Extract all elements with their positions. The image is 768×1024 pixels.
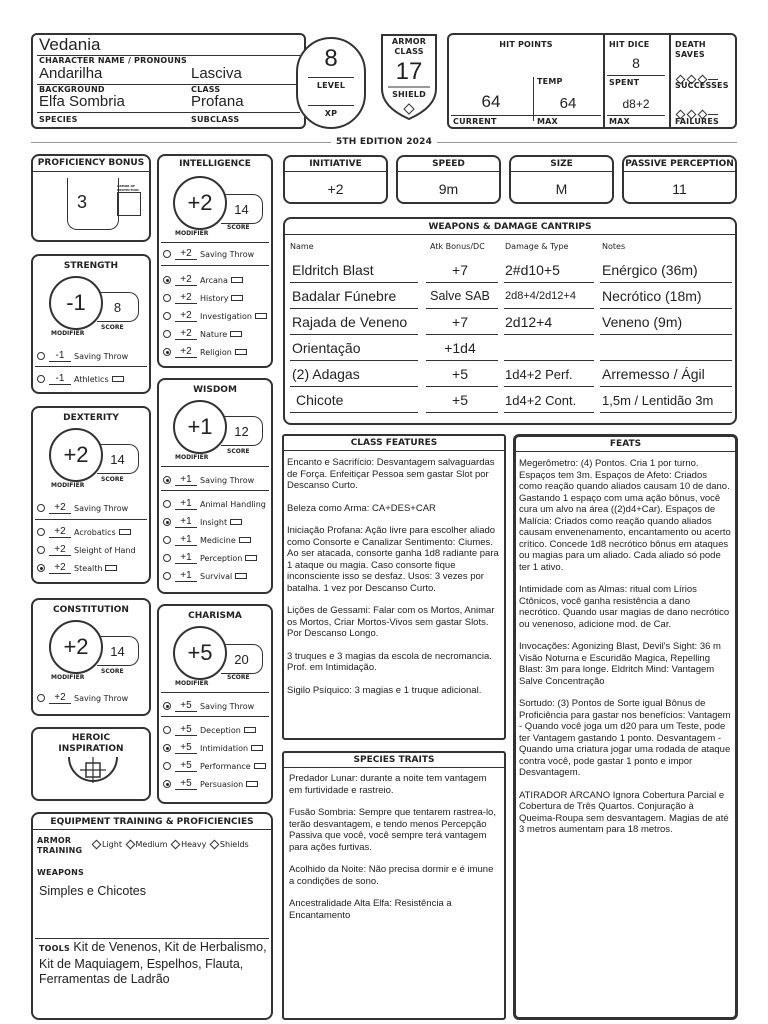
constitution-label: CONSTITUTION bbox=[53, 605, 129, 615]
armor-training-options[interactable]: Light Medium Heavy Shields bbox=[91, 840, 249, 849]
weapon-row[interactable]: Rajada de Veneno +7 2d12+4 Veneno (9m) bbox=[292, 314, 683, 330]
initiative-value[interactable]: +2 bbox=[327, 181, 344, 197]
perception-skill[interactable]: +1 Perception bbox=[163, 552, 257, 566]
armor-training-label: ARMOR TRAINING bbox=[37, 836, 83, 855]
strength-score-label: SCORE bbox=[101, 324, 124, 331]
proficiency-bonus-label: PROFICIENCY BONUS bbox=[33, 158, 149, 172]
charisma-score-label: SCORE bbox=[227, 674, 250, 681]
col-name: Name bbox=[290, 242, 314, 251]
constitution-score-label: SCORE bbox=[101, 668, 124, 675]
strength-modifier[interactable]: -1 bbox=[49, 276, 103, 330]
weapons-table-body bbox=[290, 258, 730, 426]
hp-max-label: MAX bbox=[537, 117, 558, 126]
hit-dice-label: HIT DICE bbox=[609, 40, 650, 49]
wisdom-modifier-label: MODIFIER bbox=[175, 454, 209, 461]
level-label: LEVEL bbox=[316, 81, 346, 90]
size-panel bbox=[509, 155, 614, 204]
size-label: SIZE bbox=[511, 159, 612, 172]
species-value[interactable]: Elfa Sombria bbox=[39, 93, 125, 110]
weapon-row[interactable]: Orientação +1d4 bbox=[292, 340, 476, 356]
class-value[interactable]: Lasciva bbox=[191, 65, 242, 82]
speed-value[interactable]: 9m bbox=[438, 181, 459, 197]
passive-perception-panel bbox=[622, 155, 737, 204]
xp-label: XP bbox=[324, 109, 338, 118]
armor-class-value[interactable]: 17 bbox=[395, 58, 423, 85]
dexterity-modifier-label: MODIFIER bbox=[51, 482, 85, 489]
intelligence-label: INTELLIGENCE bbox=[179, 159, 251, 169]
tools-block[interactable] bbox=[39, 940, 267, 988]
constitution-score[interactable]: 14 bbox=[97, 636, 139, 666]
constitution-modifier[interactable]: +2 bbox=[49, 620, 103, 674]
dexterity-score[interactable]: 14 bbox=[97, 444, 139, 474]
hit-dice-max-label: MAX bbox=[609, 117, 630, 126]
passive-perception-label: PASSIVE PERCEPTION bbox=[624, 159, 735, 172]
strength-modifier-label: MODIFIER bbox=[51, 330, 85, 337]
successes-label: SUCCESSES bbox=[675, 81, 729, 90]
level-value[interactable]: 8 bbox=[324, 45, 338, 72]
heroic-inspiration-label: HEROIC INSPIRATION bbox=[58, 733, 124, 754]
subclass-label: SUBCLASS bbox=[191, 115, 240, 124]
class-features-label: CLASS FEATURES bbox=[284, 438, 504, 451]
religion-skill[interactable]: +2 Religion bbox=[163, 346, 247, 360]
hit-dice-max-value[interactable]: d8+2 bbox=[622, 97, 650, 111]
strength-save[interactable]: -1 Saving Throw bbox=[37, 350, 128, 364]
wisdom-panel bbox=[157, 378, 273, 594]
weapons-panel bbox=[283, 217, 737, 425]
heroic-inspiration-panel bbox=[31, 727, 151, 801]
weapon-row[interactable]: Chicote +5 1d4+2 Cont. 1,5m / Lentidão 3m bbox=[296, 392, 714, 408]
tools-value: Kit de Venenos, Kit de Herbalismo, Kit de Maquiagem, Espelhos, Flauta, Ferramentas de Ladrão bbox=[39, 940, 267, 986]
intelligence-score-label: SCORE bbox=[227, 224, 250, 231]
charisma-panel bbox=[157, 604, 273, 804]
history-skill[interactable]: +2 History bbox=[163, 292, 243, 306]
constitution-save[interactable]: +2 Saving Throw bbox=[37, 692, 128, 706]
medicine-skill[interactable]: +1 Medicine bbox=[163, 534, 251, 548]
col-damage: Damage & Type bbox=[505, 242, 569, 251]
sleight-of-hand-skill[interactable]: +2 Sleight of Hand bbox=[37, 544, 136, 558]
class-label: CLASS bbox=[191, 85, 221, 94]
species-traits-label: SPECIES TRAITS bbox=[284, 755, 504, 768]
hp-max-value[interactable]: 64 bbox=[559, 95, 577, 112]
intimidation-skill[interactable]: +5 Intimidation bbox=[163, 742, 263, 756]
character-name-label: CHARACTER NAME / PRONOUNS bbox=[39, 56, 187, 65]
shield-label: SHIELD bbox=[392, 90, 426, 99]
intelligence-panel bbox=[157, 154, 273, 368]
class-features-panel bbox=[282, 434, 506, 740]
hp-current-label: CURRENT bbox=[453, 117, 497, 126]
level-badge bbox=[296, 37, 366, 129]
weapons-panel-label: WEAPONS & DAMAGE CANTRIPS bbox=[285, 222, 735, 235]
feats-label: FEATS bbox=[516, 439, 735, 452]
temp-label: TEMP bbox=[537, 77, 563, 86]
hp-current-value[interactable]: 64 bbox=[481, 92, 501, 111]
strength-score[interactable]: 8 bbox=[97, 292, 139, 322]
wisdom-save[interactable]: +1 Saving Throw bbox=[163, 474, 254, 488]
shields-checkbox bbox=[209, 840, 219, 850]
feats-text[interactable]: Megerômetro: (4) Pontos. Cria 1 por turno. Espaços tem 3m. Espaços de Afeto: Criados como reação quando aliados causam 10 de dano. Gastando 1 espaço com uma ação bônus, você cura um alvo na área ((2)d4+Car). Espaços de Malícia: Criados como reação quando aliados causam envenenamento, encantamento ou acerto crítico. Concede 1d8 necrótico bônus em ataques ou magias para um aliado. Cada aliado só pode ter 1 ativo. Intimidade com as Almas: ritual com Lírios Ctônicos, você ganha resistência a dano necrótico. Quando usar magias de dano necrótico ou venenoso, adicione mod. de Car. Invocações: Agonizing Blast, Devil's Sight: 36 m Visão Noturna e Escuridão Magica, Repelling Blast: 3m para longe. Eldritch Mind: Vantagem Salve Concentração Sortudo: (3) Pontos de Sorte igual Bônus de Proficiência para gastar nos benefícios: Vantagem - Quando você joga um d20 para um Teste, pode ter Vantagem gastando 1 ponto. Desvantagem - Quando uma criatura jogar uma rodada de ataque contra você, pode gastar 1 ponto e impor Desvantagem. ATIRADOR ARCANO Ignora Cobertura Parcial e Cobertura de Três Quartos. Conjuração à Queima-Roupa sem desvantagem. Magias de até 3 metros aumentam para 18 metros. bbox=[519, 458, 731, 835]
initiative-label: INITIATIVE bbox=[285, 159, 386, 172]
dexterity-panel bbox=[31, 406, 151, 584]
dexterity-score-label: SCORE bbox=[101, 476, 124, 483]
insight-skill[interactable]: +1 Insight bbox=[163, 516, 242, 530]
background-value[interactable]: Andarilha bbox=[39, 65, 103, 82]
charisma-score[interactable]: 20 bbox=[221, 644, 263, 674]
armor-of-protection-note: ARMOR OF PROTECTION bbox=[117, 184, 139, 192]
weapon-row[interactable]: (2) Adagas +5 1d4+2 Perf. Arremesso / Ágil bbox=[292, 366, 705, 382]
light-armor-checkbox bbox=[92, 840, 102, 850]
edition-banner: 5TH EDITION 2024 bbox=[335, 137, 433, 147]
initiative-panel bbox=[283, 155, 388, 204]
character-info-panel bbox=[31, 33, 306, 129]
equipment-training-panel bbox=[31, 812, 273, 1020]
charisma-save[interactable]: +5 Saving Throw bbox=[163, 700, 254, 714]
weapons-proficiency-label: WEAPONS bbox=[37, 868, 85, 877]
failures-label: FAILURES bbox=[675, 117, 720, 126]
weapons-proficiency-value[interactable]: Simples e Chicotes bbox=[39, 884, 146, 898]
subclass-value[interactable]: Profana bbox=[191, 93, 244, 110]
armor-class-label: ARMOR CLASS bbox=[391, 37, 427, 56]
proficiency-bonus-value[interactable]: 3 bbox=[76, 192, 87, 212]
strength-panel bbox=[31, 254, 151, 394]
feats-panel bbox=[513, 434, 738, 1020]
species-traits-panel bbox=[282, 751, 506, 1020]
proficiency-bonus-panel bbox=[31, 154, 151, 242]
charisma-modifier-label: MODIFIER bbox=[175, 680, 209, 687]
speed-panel bbox=[396, 155, 501, 204]
intelligence-modifier-label: MODIFIER bbox=[175, 230, 209, 237]
background-label: BACKGROUND bbox=[39, 85, 105, 94]
equipment-training-label: EQUIPMENT TRAINING & PROFICIENCIES bbox=[33, 817, 271, 830]
dexterity-modifier[interactable]: +2 bbox=[49, 428, 103, 482]
persuasion-skill[interactable]: +5 Persuasion bbox=[163, 778, 258, 792]
animal-handling-skill[interactable]: +1 Animal Handling bbox=[163, 498, 266, 512]
dexterity-label: DEXTERITY bbox=[63, 413, 119, 423]
stealth-skill[interactable]: +2 Stealth bbox=[37, 562, 117, 576]
character-name-value[interactable]: Vedania bbox=[39, 35, 101, 54]
charisma-modifier[interactable]: +5 bbox=[173, 626, 227, 680]
intelligence-score[interactable]: 14 bbox=[221, 194, 263, 224]
nature-skill[interactable]: +2 Nature bbox=[163, 328, 242, 342]
intelligence-modifier[interactable]: +2 bbox=[173, 176, 227, 230]
species-label: SPECIES bbox=[39, 115, 78, 124]
arcana-skill[interactable]: +2 Arcana bbox=[163, 274, 243, 288]
wisdom-modifier[interactable]: +1 bbox=[173, 400, 227, 454]
hit-points-panel bbox=[447, 33, 737, 129]
hit-dice-spent-label: SPENT bbox=[609, 78, 640, 87]
weapon-row[interactable]: Eldritch Blast +7 2#d10+5 Enérgico (36m) bbox=[292, 262, 698, 278]
constitution-modifier-label: MODIFIER bbox=[51, 674, 85, 681]
tools-label: TOOLS bbox=[39, 944, 70, 953]
wisdom-score[interactable]: 12 bbox=[221, 416, 263, 446]
weapon-row[interactable]: Badalar Fúnebre Salve SAB 2d8+4/2d12+4 Necrótico (18m) bbox=[292, 288, 702, 304]
inspiration-icon[interactable] bbox=[66, 757, 120, 799]
hit-points-label: HIT POINTS bbox=[499, 40, 553, 49]
dexterity-save[interactable]: +2 Saving Throw bbox=[37, 502, 128, 516]
deception-skill[interactable]: +5 Deception bbox=[163, 724, 256, 738]
speed-label: SPEED bbox=[398, 159, 499, 172]
charisma-label: CHARISMA bbox=[188, 611, 242, 621]
size-value[interactable]: M bbox=[555, 181, 568, 197]
investigation-skill[interactable]: +2 Investigation bbox=[163, 310, 267, 324]
weapons-table-header bbox=[290, 242, 730, 256]
wisdom-score-label: SCORE bbox=[227, 448, 250, 455]
species-traits-text[interactable]: Predador Lunar: durante a noite tem vantagem em furtividade e rastreio. Fusão Sombria: Sempre que tentarem rastrea-lo, terão desvantagem, e tendo menos Percepção Passiva que você, você sempre terá vantagem para ações furtivas. Acolhido da Noite: Não precisa dormir e é imune a condições de sono. Ancestralidade Alta Elfa: Resistência a Encantamento bbox=[289, 773, 496, 921]
death-saves-label: DEATH SAVES bbox=[675, 40, 706, 59]
wisdom-label: WISDOM bbox=[193, 385, 237, 395]
col-atk: Atk Bonus/DC bbox=[430, 242, 485, 251]
passive-perception-value[interactable]: 11 bbox=[672, 181, 687, 197]
protection-checkbox[interactable] bbox=[117, 192, 141, 216]
survival-skill[interactable]: +1 Survival bbox=[163, 570, 247, 584]
acrobatics-skill[interactable]: +2 Acrobatics bbox=[37, 526, 131, 540]
intelligence-save[interactable]: +2 Saving Throw bbox=[163, 248, 254, 262]
athletics-skill[interactable]: -1 Athletics bbox=[37, 373, 124, 387]
medium-armor-checkbox bbox=[125, 840, 135, 850]
col-notes: Notes bbox=[602, 242, 626, 251]
performance-skill[interactable]: +5 Performance bbox=[163, 760, 266, 774]
strength-label: STRENGTH bbox=[63, 261, 119, 271]
hit-dice-spent-value[interactable]: 8 bbox=[632, 55, 640, 71]
constitution-panel bbox=[31, 598, 151, 716]
heavy-armor-checkbox bbox=[171, 840, 181, 850]
class-features-text[interactable]: Encanto e Sacrifício: Desvantagem salvaguardas de Força. Enfeitiçar Pessoa sem gastar Slot por Descanso Curto. Beleza como Arma: CA+DES+CAR Iniciação Profana: Ação livre para escolher aliado como Consorte e Canalizar Sentimento: Ciumes. Ao ser atacada, consorte ganha 1d8 radiante para 1 ataque ou magia. Caso consorte fique inconsciente isso se desfaz. Usos: 3 vezes por batalha. 1 vez por Descanso Curto. Lições de Gessami: Falar com os Mortos, Animar os Mortos, Criar Mortos-Vivos sem gastar Slots. Por Descanso Longo. 3 truques e 3 magias da escola de necromancia. Prof. em Intimidação. Sigilo Psíquico: 3 magias e 1 truque adicional. bbox=[287, 457, 499, 696]
